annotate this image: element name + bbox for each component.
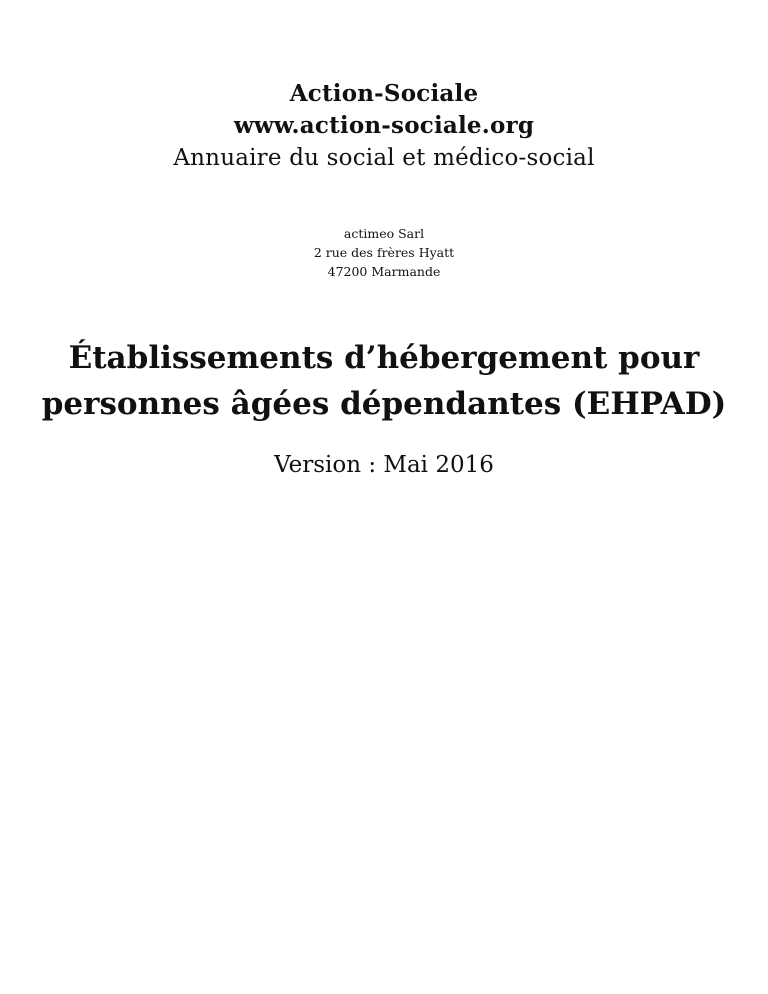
document-title-line-2: personnes âgées dépendantes (EHPAD) bbox=[41, 386, 727, 422]
document-title bbox=[0, 335, 768, 427]
address-city: 47200 Marmande bbox=[327, 264, 441, 279]
publisher-address bbox=[0, 224, 768, 281]
organization-name: Action-Sociale bbox=[289, 80, 479, 107]
organization-tagline: Annuaire du social et médico-social bbox=[173, 145, 595, 171]
publisher-header bbox=[0, 78, 768, 174]
address-street: 2 rue des frères Hyatt bbox=[313, 245, 455, 260]
document-title-line-1: Établissements d’hébergement pour bbox=[68, 340, 700, 376]
address-company: actimeo Sarl bbox=[343, 226, 425, 241]
organization-url: www.action-sociale.org bbox=[233, 112, 535, 139]
document-version: Version : Mai 2016 bbox=[274, 452, 494, 478]
